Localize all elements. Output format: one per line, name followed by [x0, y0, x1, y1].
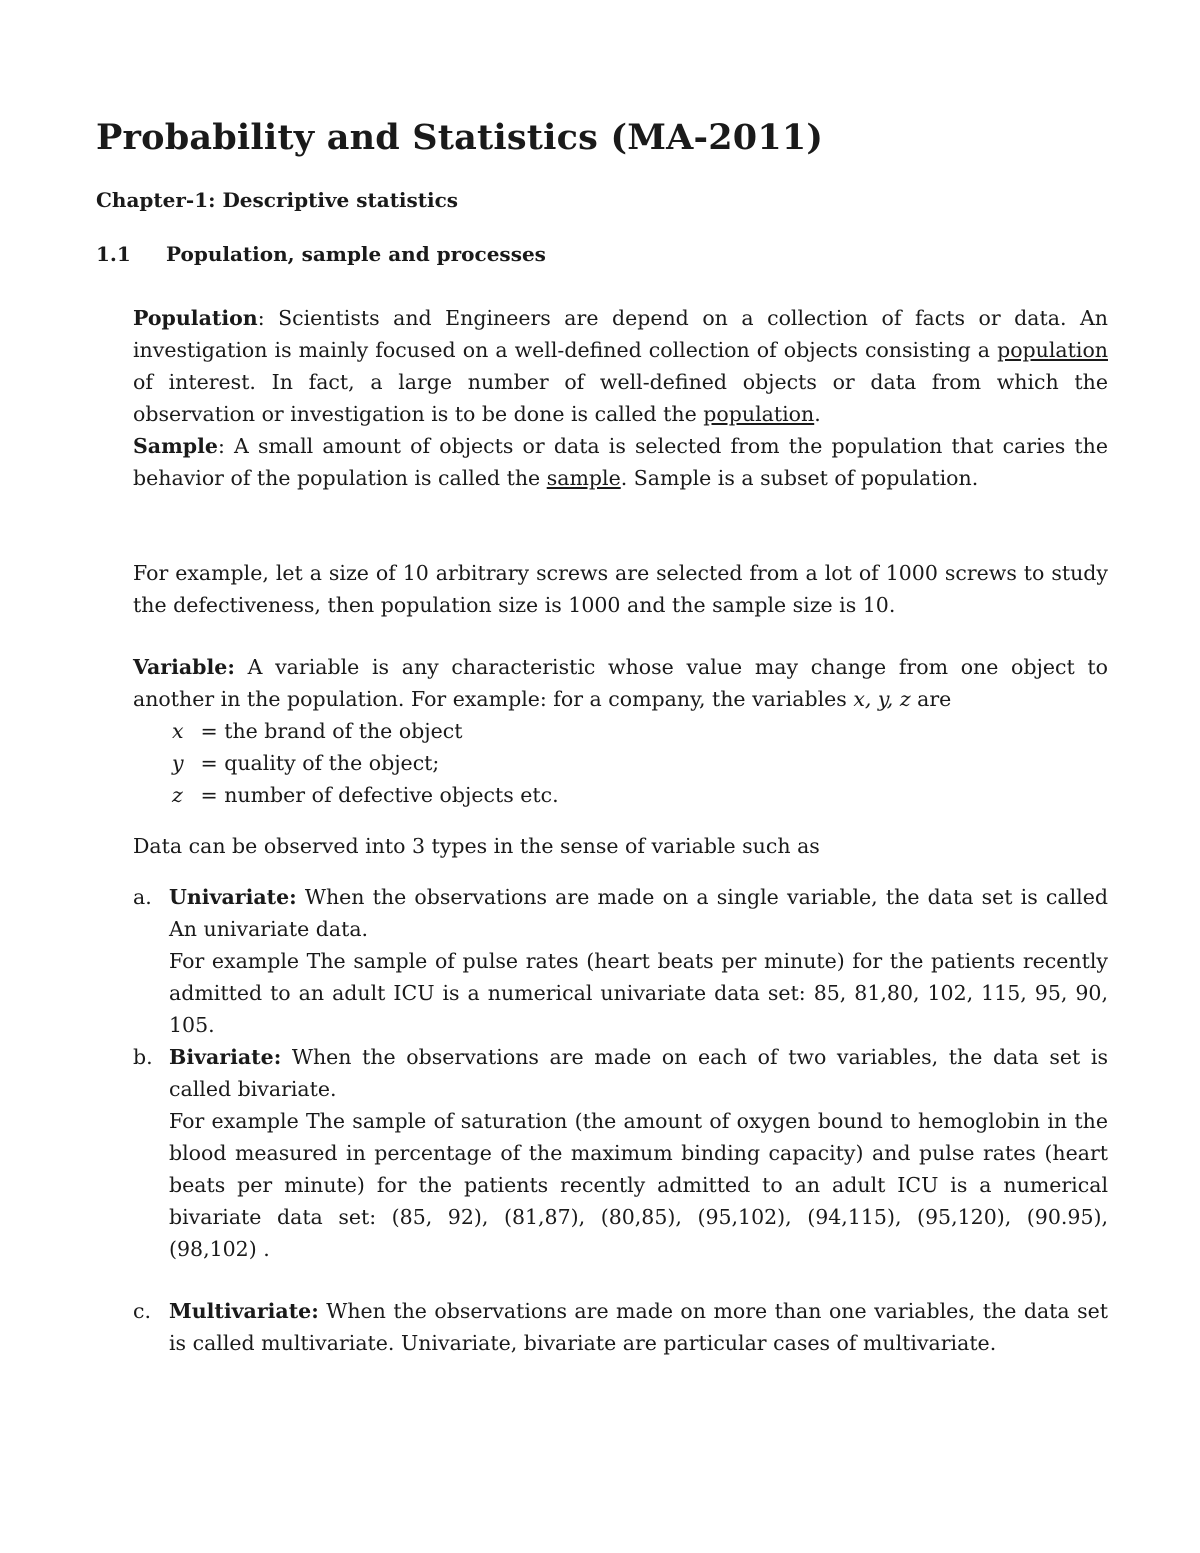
sample-term: Sample [133, 434, 218, 458]
population-definition: Population: Scientists and Engineers are depend on a collection of facts or data. An investigation is mainly focused on a well-defined collection of objects consisting a population of interest. In fact, a large number of well-defined objects or data from which the observation or investigation is to be done is called the population. [133, 306, 1108, 426]
variable-list [172, 715, 559, 811]
population-underline: population [703, 402, 815, 426]
variable-definition: Variable: A variable is any characteristic whose value may change from one object to another in the population. For example: for a company, the variables x, y, z are [133, 655, 1108, 711]
population-term: Population [133, 306, 258, 330]
list-marker: a. [133, 885, 152, 909]
document-title: Probability and Statistics (MA-2011) [96, 117, 824, 158]
variable-symbols: x, y, z [853, 687, 911, 711]
chapter-heading: Chapter-1: Descriptive statistics [96, 188, 459, 212]
data-types-list-continued [133, 1295, 1108, 1359]
list-item-univariate: a. Univariate: When the observations are made on a single variable, the data set is called An univariate data. For example The sample of pulse rates (heart beats per minute) for the patients recently admitted to an adult ICU is a numerical univariate data set: 85, 81,80, 102, 115, 95, 90, 105. [133, 881, 1108, 1041]
list-marker: b. [133, 1045, 153, 1069]
bivariate-example: For example The sample of saturation (the amount of oxygen bound to hemoglobin in the blood measured in percentage of the maximum binding capacity) and pulse rates (heart beats per minute) for the patients recently admitted to an adult ICU is a numerical bivariate data set: (85, 92), (81,87), (80,85), (95,102), (94,115), (95,120), (90.95), (98,102) . [169, 1109, 1108, 1261]
population-underline: population [997, 338, 1108, 362]
data-types-list [133, 881, 1108, 1265]
sample-underline: sample [546, 466, 621, 490]
bivariate-term: Bivariate: [169, 1045, 282, 1069]
multivariate-term: Multivariate: [169, 1299, 319, 1323]
section-title: Population, sample and processes [166, 242, 546, 266]
definitions-block [133, 302, 1108, 494]
list-item-bivariate: b. Bivariate: When the observations are made on each of two variables, the data set is called bivariate. For example The sample of saturation (the amount of oxygen bound to hemoglobin in the blood measured in percentage of the maximum binding capacity) and pulse rates (heart beats per minute) for the patients recently admitted to an adult ICU is a numerical bivariate data set: (85, 92), (81,87), (80,85), (95,102), (94,115), (95,120), (90.95), (98,102) . [133, 1041, 1108, 1265]
sample-definition: Sample: A small amount of objects or data is selected from the population that caries the behavior of the population is called the sample. Sample is a subset of population. [133, 434, 1108, 490]
section-heading [96, 242, 546, 266]
variable-z: z = number of defective objects etc. [172, 783, 559, 807]
section-number: 1.1 [96, 242, 131, 266]
screws-example: For example, let a size of 10 arbitrary screws are selected from a lot of 1000 screws to study the defectiveness, then population size is 1000 and the sample size is 10. [133, 561, 1108, 617]
list-item-multivariate: c. Multivariate: When the observations are made on more than one variables, the data set is called multivariate. Univariate, bivariate are particular cases of multivariate. [133, 1295, 1108, 1359]
variable-y: y = quality of the object; [172, 751, 440, 775]
list-marker: c. [133, 1299, 151, 1323]
univariate-term: Univariate: [169, 885, 297, 909]
variable-term: Variable: [133, 655, 235, 679]
univariate-example: For example The sample of pulse rates (heart beats per minute) for the patients recently admitted to an adult ICU is a numerical univariate data set: 85, 81,80, 102, 115, 95, 90, 105. [169, 949, 1108, 1037]
types-intro: Data can be observed into 3 types in the sense of variable such as [133, 834, 820, 858]
variable-x: x = the brand of the object [172, 719, 463, 743]
